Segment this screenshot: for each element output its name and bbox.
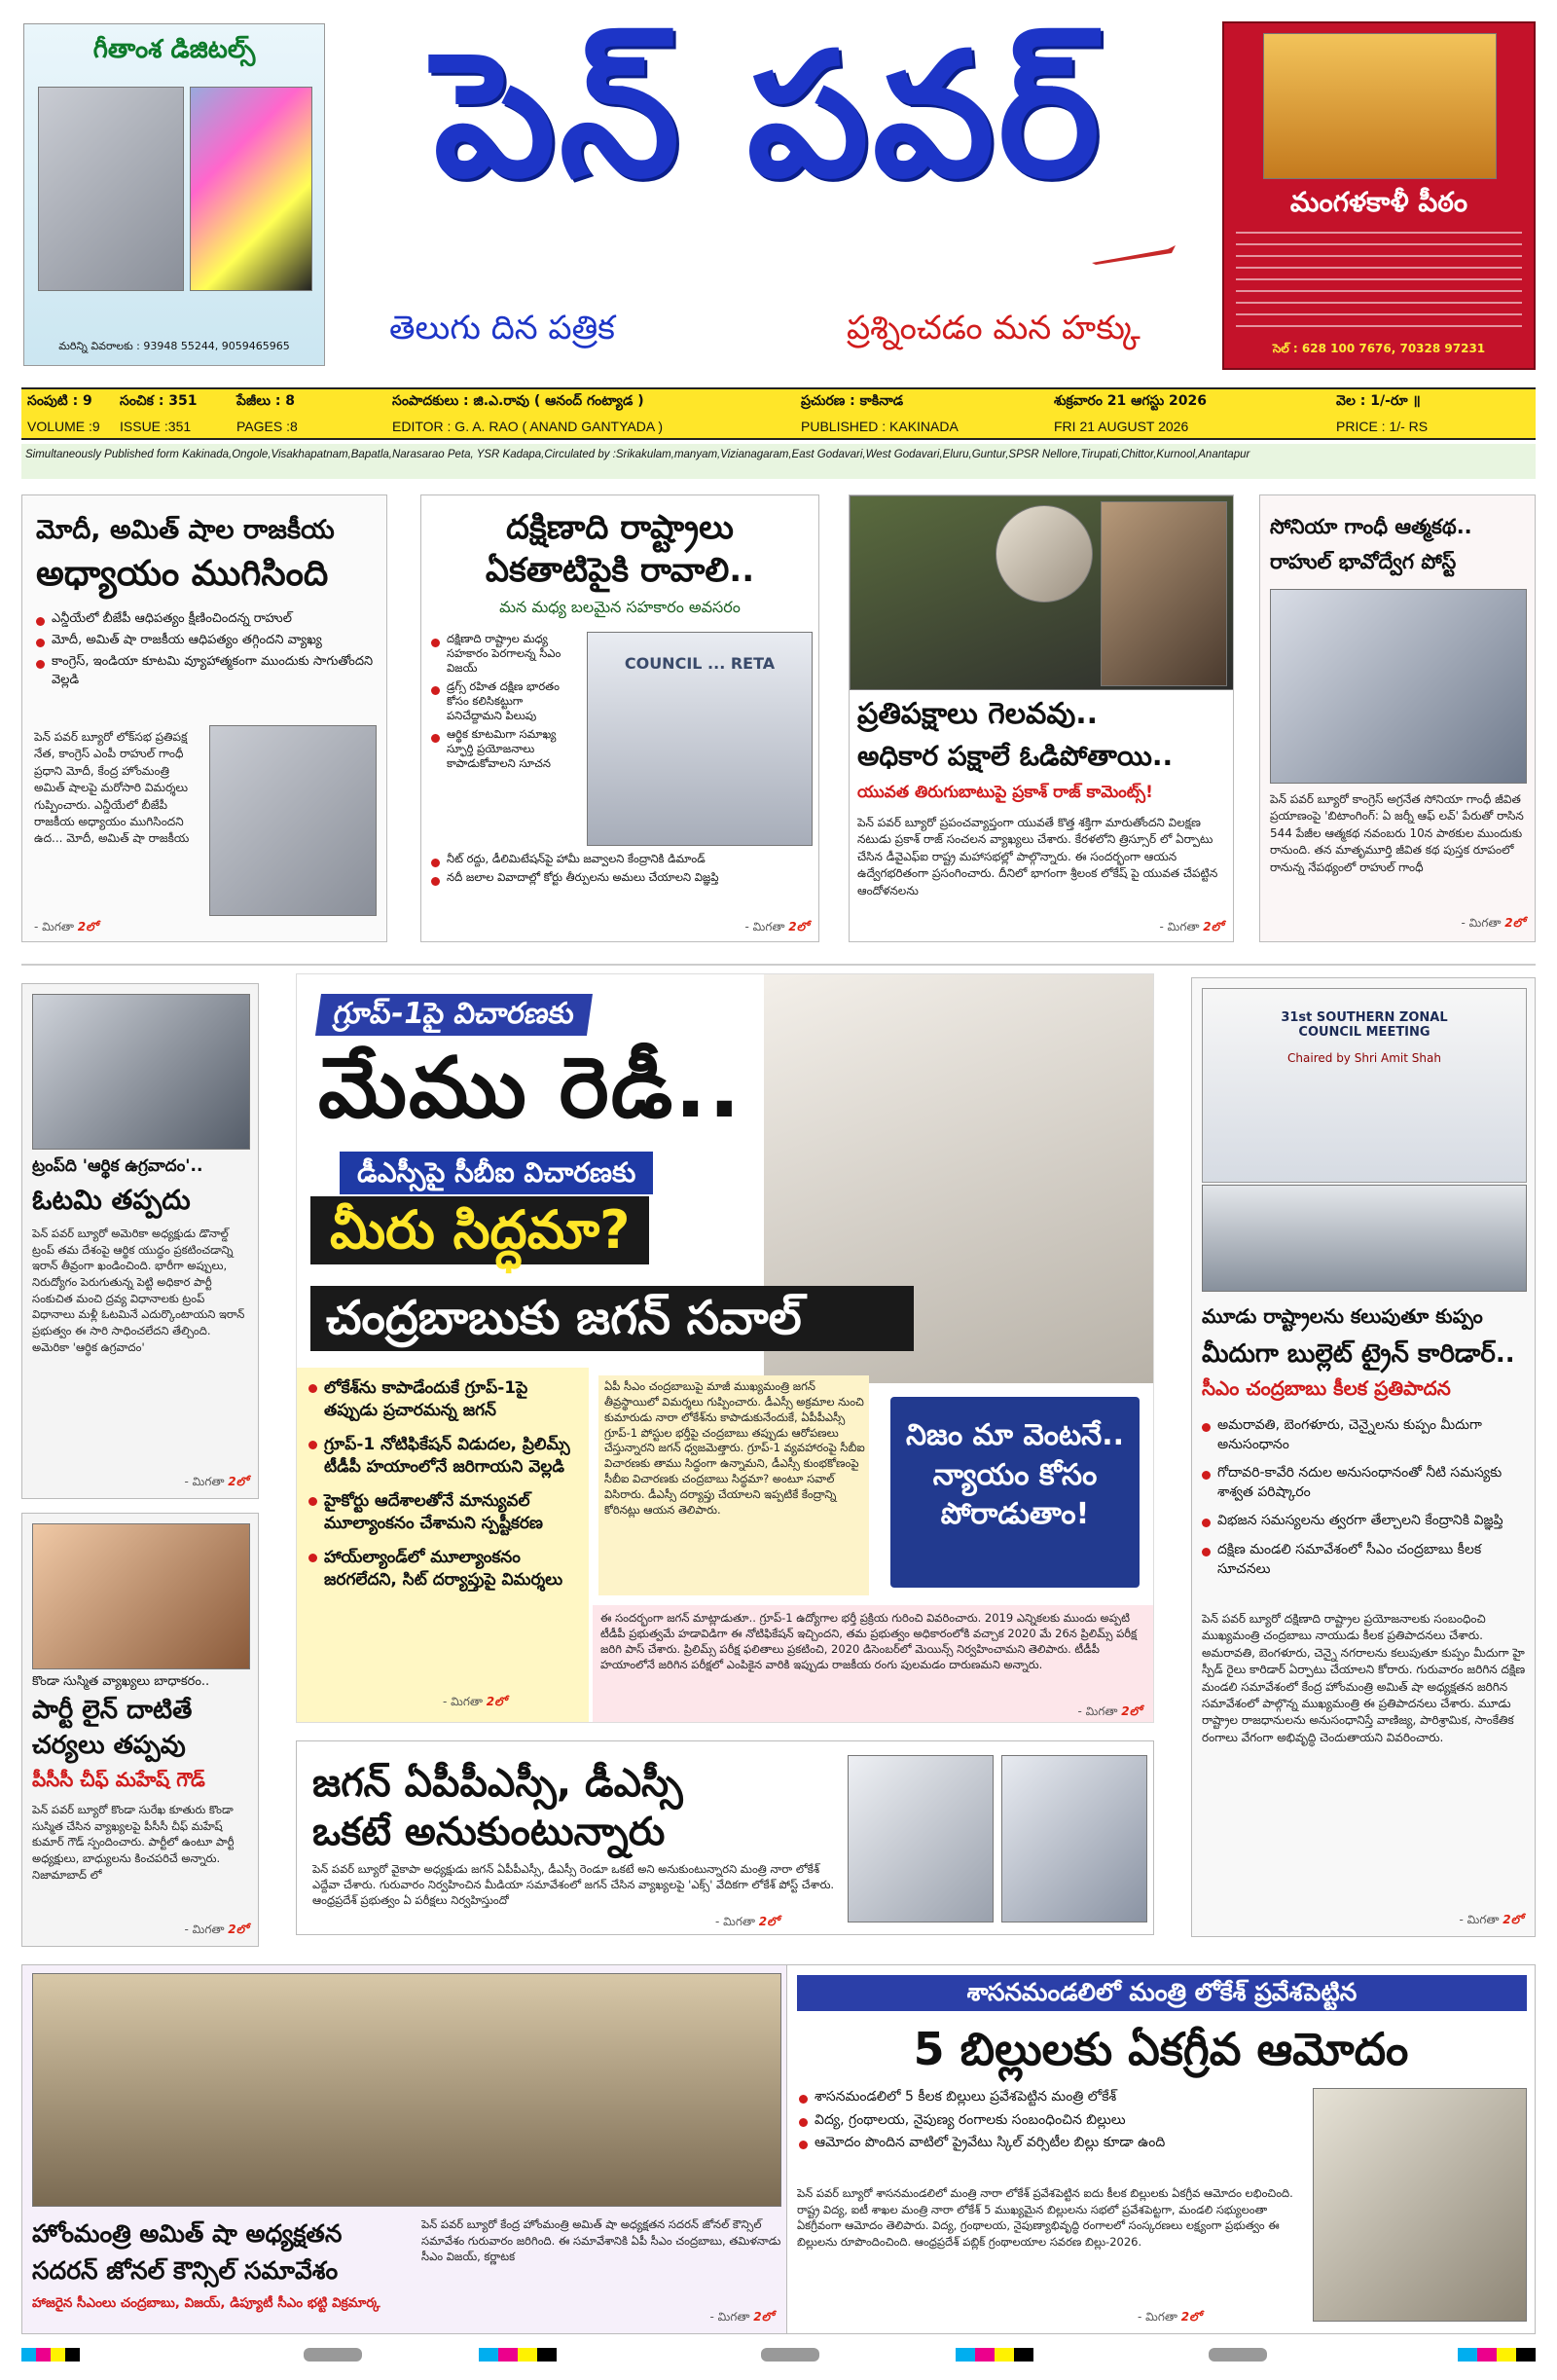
story1-body: పెన్ పవర్ బ్యూరో లోక్‌సభ ప్రతిపక్ష నేత, కాంగ్రెస్ ఎంపీ రాహుల్ గాంధీ ప్రధాని మోదీ, కేంద్ర హోంమంత్రి అమిత్ షాలపై మరోసారి విమర్శలు గుప్పించారు. ఎన్డీయేలో బీజేపీ రాజకీయ అధ్యాయం ముగిసిందని ఉద... మోదీ, అమిత్ షా రాజకీయ bbox=[34, 730, 190, 846]
story2-points-more bbox=[429, 852, 813, 889]
story10-bullet: ఆమోదం పొందిన వాటిలో ప్రైవేటు స్కిల్ వర్సిటీల బిల్లు కూడా ఉంది bbox=[797, 2134, 1303, 2153]
council-photo-title: 31st SOUTHERN ZONAL COUNCIL MEETING bbox=[1281, 1010, 1448, 1040]
story10-bullet: శాసనమండలిలో 5 కీలక బిల్లులు ప్రవేశపెట్టిన మంత్రి లోకేశ్ bbox=[797, 2088, 1303, 2107]
story10-headline2: 5 బిల్లులకు ఏకగ్రీవ ఆమోదం bbox=[913, 2023, 1409, 2075]
story9-continued: - మిగతా 2లో bbox=[709, 2310, 774, 2324]
printer-photo bbox=[38, 87, 184, 291]
lead-quote-box: నిజం మా వెంటనే.. న్యాయం కోసం పోరాడుతాం! bbox=[890, 1397, 1140, 1588]
story-southern-states[interactable] bbox=[420, 494, 819, 942]
iran-minister-photo bbox=[32, 994, 250, 1150]
jagan-small-photo bbox=[848, 1755, 994, 1922]
story-zonal-council[interactable] bbox=[21, 1964, 790, 2334]
ad-right[interactable] bbox=[1222, 21, 1536, 370]
reg-swatch bbox=[1458, 2348, 1536, 2362]
prakash-raj-photo bbox=[1101, 501, 1227, 686]
lead-body2: ఈ సందర్భంగా జగన్ మాట్లాడుతూ.. గ్రూప్-1 ఉద్యోగాల భర్తీ ప్రక్రియ గురించి వివరించారు. 2019 ఎన్నికలకు ముందు అప్పటి టీడీపీ ప్రభుత్వమే హడావిడిగా ఈ నోటిఫికేషన్ ఇచ్చిందని, తమ ప్రభుత్వం అధికారంలోకి వచ్చాక 2020 మే 26న ప్రిలిమ్స్ పరీక్ష జరిగి పాస్ చేశారు. ప్రిలిమ్స్ పరీక్ష ఫలితాలు ప్రకటించి, 2020 డిసెంబర్‌లో మెయిన్స్ నిర్వహించామని తెలిపారు. టీడీపీ హయాంలోనే జరిగిన పరీక్షలో ఎంపికైన వారికి ఇప్పుడు రాజకీయ రంగు పులమడం దారుణమని అన్నారు. bbox=[600, 1611, 1138, 1671]
story8-body: పెన్ పవర్ బ్యూరో దక్షిణాది రాష్ట్రాల ప్రయోజనాలకు సంబంధించి ముఖ్యమంత్రి చంద్రబాబు నాయుడు కీలక ప్రతిపాదనలు చేశారు. అమరావతి, బెంగళూరు, చెన్నై నగరాలను కలుపుతూ కుప్పం మీదుగా హై స్పీడ్ రైలు కారిడార్ ఏర్పాటు చేయాలని కోరారు. గురువారం జరిగిన దక్షిణ మండలి సమావేశంలో కేంద్ర హోంమంత్రి అమిత్ షా అధ్యక్షతన జరిగిన సమావేశంలో పాల్గొన్న ముఖ్యమంత్రి ఈ ప్రతిపాదనలు చేశారు. మూడు రాష్ట్రాల రాజధానులను అనుసంధానిస్తే వాణిజ్య, పారిశ్రామిక, సాంకేతిక రంగాలు వేగంగా అభివృద్ధి చెందుతాయని వివరించారు. bbox=[1202, 1612, 1526, 1744]
story8-continued: - మిగతా 2లో bbox=[1459, 1913, 1523, 1926]
pen-icon bbox=[1090, 243, 1177, 267]
story-rahul-modi[interactable] bbox=[21, 494, 387, 942]
story6-continued: - మిగతా 2లో bbox=[184, 1922, 248, 1936]
editor-te: సంపాదకులు : జి.ఎ.రావు ( ఆనంద్ గంట్యాడ ) bbox=[392, 392, 644, 409]
story2-point: ఆర్థిక కూటమిగా సమాఖ్య స్ఫూర్తి ప్రయోజనాలు కాపాడుకోవాలని సూచన bbox=[429, 727, 580, 771]
story9-sub: హాజరైన సీఎంలు చంద్రబాబు, విజయ్, డిప్యూటీ సీఎం భట్టి విక్రమార్క bbox=[32, 2295, 380, 2311]
story2-point: నదీ జలాల వివాదాల్లో కోర్టు తీర్పులను అమలు చేయాలని విజ్ఞప్తి bbox=[429, 870, 813, 885]
story4-body: పెన్ పవర్ బ్యూరో కాంగ్రెస్ అగ్రనేత సోనియా గాంధీ జీవిత ప్రయాణంపై 'బిటాంగింగ్: ఏ జర్నీ ఆఫ్ లవ్' పేరుతో రాసిన 544 పేజీల ఆత్మకథ నవంబరు 10న పాఠకుల ముందుకు రానుంది. తన మాతృమూర్తి జీవిత కథ పుస్తక రూపంలో రానున్న నేపథ్యంలో రాహుల్ గాంధీ bbox=[1270, 792, 1524, 874]
story9-headline2: సదరన్ జోనల్ కౌన్సిల్ సమావేశం bbox=[32, 2256, 339, 2285]
lead-continued-left: - మిగతా 2లో bbox=[443, 1695, 507, 1708]
story4-headline1: సోనియా గాంధీ ఆత్మకథ.. bbox=[1270, 515, 1472, 538]
lead-continued-right: - మిగతా 2లో bbox=[1077, 1704, 1141, 1718]
reg-swatch bbox=[479, 2348, 557, 2362]
tagline-left: తెలుగు దిన పత్రిక bbox=[389, 309, 615, 348]
lead-story-jagan[interactable] bbox=[296, 973, 1154, 1723]
story4-continued: - మిగతా 2లో bbox=[1461, 916, 1525, 930]
modi-inset-photo bbox=[996, 505, 1093, 603]
story7-body: పెన్ పవర్ బ్యూరో వైకాపా అధ్యక్షుడు జగన్ ఏపీపీఎస్సీ, డీఎస్సీ రెండూ ఒకటే అని అనుకుంటున్నారని మంత్రి నారా లోకేశ్ ఎద్దేవా చేశారు. గురువారం నిర్వహించిన మీడియా సమావేశంలో జగన్ చేసిన వ్యాఖ్యలపై 'ఎక్స్' వేదికగా లోకేశ్ పోస్ట్ చేశారు. ఆంధ్రప్రదేశ్ ప్రభుత్వం ఏ పరీక్షలు నిర్వహిస్తుందో bbox=[312, 1862, 835, 1907]
story9-body: పెన్ పవర్ బ్యూరో కేంద్ర హోంమంత్రి అమిత్ షా అధ్యక్షతన సదరన్ జోనల్ కౌన్సిల్ సమావేశం గురువారం జరిగింది. ఈ సమావేశానికి ఏపీ సీఎం చంద్రబాబు, తమిళనాడు సీఎం విజయ్, కర్ణాటక bbox=[421, 2217, 781, 2264]
story5-continued: - మిగతా 2లో bbox=[184, 1475, 248, 1488]
story6-body: పెన్ పవర్ బ్యూరో కొండా సురేఖ కూతురు కొండా సుస్మిత చేసిన వ్యాఖ్యలపై పీసీసీ చీఫ్ మహేష్ కుమార్ గౌడ్ స్పందించారు. పార్టీలో ఉంటూ పార్టీ అధ్యక్షులు, బాధ్యులను కించపరిచే అన్నారు. నిజామాబాద్ లో bbox=[32, 1803, 235, 1882]
story8-bullet: గోదావరి-కావేరి నదుల అనుసంధానంతో నీటి సమస్యకు శాశ్వత పరిష్కారం bbox=[1200, 1464, 1529, 1502]
council-hall-photo bbox=[1202, 1185, 1527, 1292]
volume-te: సంపుటి : 9 bbox=[27, 392, 92, 409]
issue-en: ISSUE :351 bbox=[120, 419, 192, 434]
story-lokesh-bills[interactable] bbox=[786, 1964, 1536, 2334]
story8-headline2: మీదుగా బుల్లెట్ ట్రైన్ కారిడార్.. bbox=[1202, 1339, 1515, 1369]
lokesh-assembly-photo bbox=[1313, 2088, 1527, 2322]
story-trump-iran[interactable] bbox=[21, 983, 259, 1499]
story10-headline1: శాసనమండలిలో మంత్రి లోకేశ్ ప్రవేశపెట్టిన bbox=[797, 1975, 1527, 2011]
story2-continued: - మిగతా 2లో bbox=[744, 920, 809, 934]
volume-en: VOLUME :9 bbox=[27, 419, 100, 434]
story9-headline1: హోంమంత్రి అమిత్ షా అధ్యక్షతన bbox=[32, 2219, 343, 2248]
ad-right-title: మంగళకాళీ పీఠం bbox=[1289, 186, 1468, 218]
lokesh-small-photo bbox=[1001, 1755, 1147, 1922]
lead-banner: చంద్రబాబుకు జగన్ సవాల్ bbox=[310, 1286, 914, 1351]
reg-swatch bbox=[956, 2348, 1033, 2362]
pages-te: పేజీలు : 8 bbox=[236, 392, 296, 409]
story6-pre: కొండా సుస్మిత వ్యాఖ్యలు బాధాకరం.. bbox=[32, 1674, 210, 1689]
ink-photo bbox=[190, 87, 312, 291]
story-sonia-autobiography[interactable] bbox=[1259, 494, 1536, 942]
story3-sub: యువత తిరుగుబాటుపై ప్రకాశ్ రాజ్ కామెంట్స్! bbox=[857, 783, 1153, 802]
story10-bullets bbox=[797, 2088, 1303, 2157]
rahul-speaking-photo bbox=[1270, 589, 1527, 784]
lead-bullet: లోకేశ్‌ను కాపాడేందుకే గ్రూప్-1పై తప్పుడు ప్రచారమన్న జగన్ bbox=[307, 1377, 581, 1422]
ad-right-phones: సెల్ : 628 100 7676, 70328 97231 bbox=[1272, 342, 1486, 355]
price-en: PRICE : 1/- RS bbox=[1336, 419, 1429, 434]
story6-sub: పీసీసీ చీఫ్ మహేష్ గౌడ్ bbox=[32, 1768, 205, 1791]
row-divider bbox=[21, 964, 1536, 966]
date-en: FRI 21 AUGUST 2026 bbox=[1054, 419, 1189, 434]
story2-point: డ్రగ్స్ రహిత దక్షిణ భారతం కోసం కలిసికట్టుగా పనిచేద్దామని పిలుపు bbox=[429, 679, 580, 723]
story7-continued: - మిగతా 2లో bbox=[715, 1915, 779, 1928]
story1-bullet: కాంగ్రెస్, ఇండియా కూటమి వ్యూహాత్మకంగా ముందుకు సాగుతోందని వెల్లడి bbox=[34, 653, 380, 688]
story1-headline2: అధ్యాయం ముగిసింది bbox=[36, 554, 329, 594]
story1-bullets bbox=[34, 610, 380, 693]
vijay-photo bbox=[587, 632, 813, 846]
story5-headline2: ఓటమి తప్పదు bbox=[32, 1184, 191, 1216]
pages-en: PAGES :8 bbox=[236, 419, 298, 434]
editor-en: EDITOR : G. A. RAO ( ANAND GANTYADA ) bbox=[392, 419, 663, 434]
info-band-telugu bbox=[21, 387, 1536, 415]
lead-bullet: హాయ్‌ల్యాండ్‌లో మూల్యాంకనం జరగలేదని, సిట్ దర్యాప్తుపై విమర్శలు bbox=[307, 1547, 581, 1592]
story8-sub: సీఎం చంద్రబాబు కీలక ప్రతిపాదన bbox=[1202, 1376, 1451, 1400]
lead-sub2: మీరు సిద్ధమా? bbox=[310, 1196, 649, 1264]
story-prakash-raj[interactable] bbox=[849, 494, 1234, 942]
ad-left-phones: మరిన్ని వివరాలకు : 93948 55244, 9059465965 bbox=[58, 340, 290, 352]
published-te: ప్రచురణ : కాకినాడ bbox=[801, 392, 904, 409]
reg-swatch bbox=[1209, 2348, 1267, 2362]
story2-headline2: ఏకతాటిపైకి రావాలి.. bbox=[485, 551, 755, 590]
story3-continued: - మిగతా 2లో bbox=[1159, 920, 1223, 934]
story8-bullets bbox=[1200, 1416, 1529, 1583]
story3-body: పెన్ పవర్ బ్యూరో ప్రపంచవ్యాప్తంగా యువతే కొత్త శక్తిగా మారుతోందని విలక్షణ నటుడు ప్రకాశ్ రాజ్ సంచలన వ్యాఖ్యలు చేశారు. కేరళలోని త్రిస్సూర్ లో ఏర్పాటు చేసిన డీవైఎఫ్ఐ రాష్ట్ర మహాసభల్లో పాల్గొన్నారు. ఈ సందర్భంగా ఆయన ఉద్వేగభరితంగా ప్రసంగించారు. దీనిలో భాగంగా శ్రీలంక లోకేష్ పై యువత చేపట్టిన ఆందోళనలను bbox=[857, 816, 1218, 897]
story10-body: పెన్ పవర్ బ్యూరో శాసనమండలిలో మంత్రి నారా లోకేశ్ ప్రవేశపెట్టిన ఐదు కీలక బిల్లులకు ఏకగ్రీవ ఆమోదం లభించింది. రాష్ట్ర విద్య, ఐటీ శాఖల మంత్రి నారా లోకేశ్ 5 ముఖ్యమైన బిల్లులను సభలో ప్రవేశపెట్టగా, మండలి సభ్యులంతా ఏకగ్రీవంగా ఆమోదం తెలిపారు. విద్య, గ్రంథాలయ, నైపుణ్యాభివృద్ధి రంగాలలో సంస్కరణలు లక్ష్యంగా ప్రభుత్వం ఈ బిల్లులను రూపొందించింది. ఆంధ్రప్రదేశ్ పబ్లిక్ గ్రంథాలయాల సవరణ బిల్లు-2026. bbox=[797, 2186, 1293, 2250]
lead-body1: ఏపీ సీఎం చంద్రబాబుపై మాజీ ముఖ్యమంత్రి జగన్ తీవ్రస్థాయిలో విమర్శలు గుప్పించారు. డీఎస్సీ అక్రమాల నుంచి కుమారుడు నారా లోకేశ్‌ను కాపాడుకునేందుకే, ఏపీపీఎస్సీ గ్రూప్-1 పోస్టుల భర్తీపై చంద్రబాబు తప్పుడు ఆరోపణలు చేస్తున్నారని జగన్ ధ్వజమెత్తారు. గ్రూప్-1 వ్యవహారంపై సీబీఐ విచారణకు తాము సిద్ధంగా ఉన్నామని, డీఎస్సీ కుంభకోణంపై సీబీఐ విచారణకు చంద్రబాబు సిద్ధమా? అంటూ సవాల్ విసిరారు. డీఎస్సీ దర్యాప్తు చేయాలని ఇప్పటికే కేంద్రాన్ని కోరినట్లు ఆయన తెలిపారు. bbox=[604, 1379, 865, 1517]
story4-headline2: రాహుల్ భావోద్వేగ పోస్ట్ bbox=[1270, 550, 1457, 573]
council-photo-sub: Chaired by Shri Amit Shah bbox=[1287, 1051, 1441, 1065]
council-meeting-photo bbox=[1202, 988, 1527, 1183]
story7-headline2: ఒకటే అనుకుంటున్నారు bbox=[312, 1810, 666, 1854]
rahul-photo bbox=[209, 725, 377, 916]
reg-swatch bbox=[21, 2348, 80, 2362]
ad-right-text-lines bbox=[1236, 232, 1522, 329]
konda-photo bbox=[32, 1523, 250, 1669]
story8-bullet: దక్షిణ మండలి సమావేశంలో సీఎం చంద్రబాబు కీలక సూచనలు bbox=[1200, 1541, 1529, 1579]
story3-headline2: అధికార పక్షాలే ఓడిపోతాయి.. bbox=[857, 740, 1174, 772]
masthead-title: పెన్ పవర్ bbox=[433, 16, 1104, 215]
story6-headline2: చర్యలు తప్పవు bbox=[32, 1731, 186, 1760]
story1-continued: - మిగతా 2లో bbox=[34, 920, 98, 934]
story2-headline1: దక్షిణాది రాష్ట్రాలు bbox=[506, 508, 734, 547]
lead-kicker: గ్రూప్-1పై విచారణకు bbox=[315, 994, 593, 1036]
reg-swatch bbox=[304, 2348, 362, 2362]
story6-headline1: పార్టీ లైన్ దాటితే bbox=[32, 1696, 193, 1725]
reg-swatch bbox=[761, 2348, 819, 2362]
issue-te: సంచిక : 351 bbox=[120, 392, 198, 409]
lead-bullets bbox=[307, 1377, 581, 1595]
story8-headline1: మూడు రాష్ట్రాలను కలుపుతూ కుప్పం bbox=[1202, 1304, 1483, 1328]
story2-sub: మన మధ్య బలమైన సహకారం అవసరం bbox=[499, 598, 741, 616]
story-lokesh-jagan[interactable] bbox=[296, 1740, 1154, 1935]
story10-continued: - మిగతా 2లో bbox=[1138, 2310, 1202, 2324]
lead-bullet: హైకోర్టు ఆదేశాలతోనే మాన్యువల్ మూల్యాంకనం చేశామని స్పష్టీకరణ bbox=[307, 1490, 581, 1535]
published-en: PUBLISHED : KAKINADA bbox=[801, 419, 959, 434]
color-registration-strip bbox=[21, 2348, 1536, 2363]
story3-headline1: ప్రతిపక్షాలు గెలవవు.. bbox=[857, 697, 1099, 731]
masthead bbox=[0, 0, 1557, 384]
lead-sub1: డీఎస్సీపై సీబీఐ విచారణకు bbox=[340, 1152, 653, 1194]
date-te: శుక్రవారం 21 ఆగస్టు 2026 bbox=[1054, 392, 1207, 409]
zonal-council-photo bbox=[32, 1973, 781, 2207]
ad-left[interactable] bbox=[23, 23, 325, 366]
circulation-line: Simultaneously Published form Kakinada,Ongole,Visakhapatnam,Bapatla,Narasarao Peta, YSR Kadapa,Circulated by :Srikakulam,manyam,Vizianagaram,East Godavari,West Godavari,Eluru,Guntur,SPSR Nellore,Tirupati,Chittor,Kurnool,Anantapur bbox=[21, 444, 1536, 479]
story-pcc-mahesh-goud[interactable] bbox=[21, 1513, 259, 1947]
story1-headline1: మోదీ, అమిత్ షాల రాజకీయ bbox=[36, 515, 335, 545]
story2-points bbox=[429, 632, 580, 774]
lead-bullet: గ్రూప్-1 నోటిఫికేషన్ విడుదల, ప్రిలిమ్స్ టీడీపీ హయాంలోనే జరిగాయని వెల్లడి bbox=[307, 1434, 581, 1479]
story1-bullet: మోదీ, అమిత్ షా రాజకీయ ఆధిపత్యం తగ్గిందని వ్యాఖ్య bbox=[34, 632, 380, 649]
story7-headline1: జగన్ ఏపీపీఎస్సీ, డీఎస్సీ bbox=[312, 1761, 683, 1806]
ad-left-brand: గీతాంశ డిజిటల్స్ bbox=[92, 35, 256, 64]
story2-point: దక్షిణాది రాష్ట్రాల మధ్య సహకారం పెరగాలన్న సీఎం విజయ్ bbox=[429, 632, 580, 676]
vijay-photo-backdrop: COUNCIL ... RETA bbox=[624, 654, 776, 673]
tagline-right: ప్రశ్నించడం మన హక్కు bbox=[847, 309, 1141, 348]
story2-point: నీట్ రద్దు, డీలిమిటేషన్‌పై హామీ జవ్వాలని కేంద్రానికి డిమాండ్ bbox=[429, 852, 813, 866]
story10-bullet: విద్య, గ్రంథాలయ, నైపుణ్య రంగాలకు సంబంధించిన బిల్లులు bbox=[797, 2111, 1303, 2131]
price-te: వెల : 1/-రూ ॥ bbox=[1336, 392, 1421, 409]
story1-bullet: ఎన్డీయేలో బీజేపీ ఆధిపత్యం క్షీణించిందన్న రాహుల్ bbox=[34, 610, 380, 628]
lead-headline: మేము రెడీ.. bbox=[318, 1040, 742, 1137]
story8-bullet: అమరావతి, బెంగళూరు, చెన్నైలను కుప్పం మీదుగా అనుసంధానం bbox=[1200, 1416, 1529, 1454]
info-band-english bbox=[21, 415, 1536, 440]
saint-photo bbox=[1263, 33, 1497, 179]
story5-headline1: ట్రంప్‌ది 'ఆర్థిక ఉగ్రవాదం'.. bbox=[32, 1156, 203, 1176]
story5-body: పెన్ పవర్ బ్యూరో అమెరికా అధ్యక్షుడు డొనాల్డ్ ట్రంప్ తమ దేశంపై ఆర్థిక యుద్ధం ప్రకటించడాన్ని ఇరాన్ తీవ్రంగా ఖండించింది. భారీగా అప్పులు, నిరుద్యోగం పెరుగుతున్న పెట్టి అధికార పార్టీ సంకుచిత మంచి ద్రవ్య విధానాలకు ట్రంప్ విధానాలు మళ్లీ ఓటమినే ఎదుర్కొంటాయని ఇరాన్ ప్రభుత్వం ఈ సారి సాధించలేదని తేల్చింది. అమెరికా 'ఆర్థిక ఉగ్రవాదం' bbox=[32, 1227, 245, 1354]
story8-bullet: విభజన సమస్యలను త్వరగా తేల్చాలని కేంద్రానికి విజ్ఞప్తి bbox=[1200, 1512, 1529, 1531]
story-bullet-train[interactable] bbox=[1191, 977, 1536, 1937]
